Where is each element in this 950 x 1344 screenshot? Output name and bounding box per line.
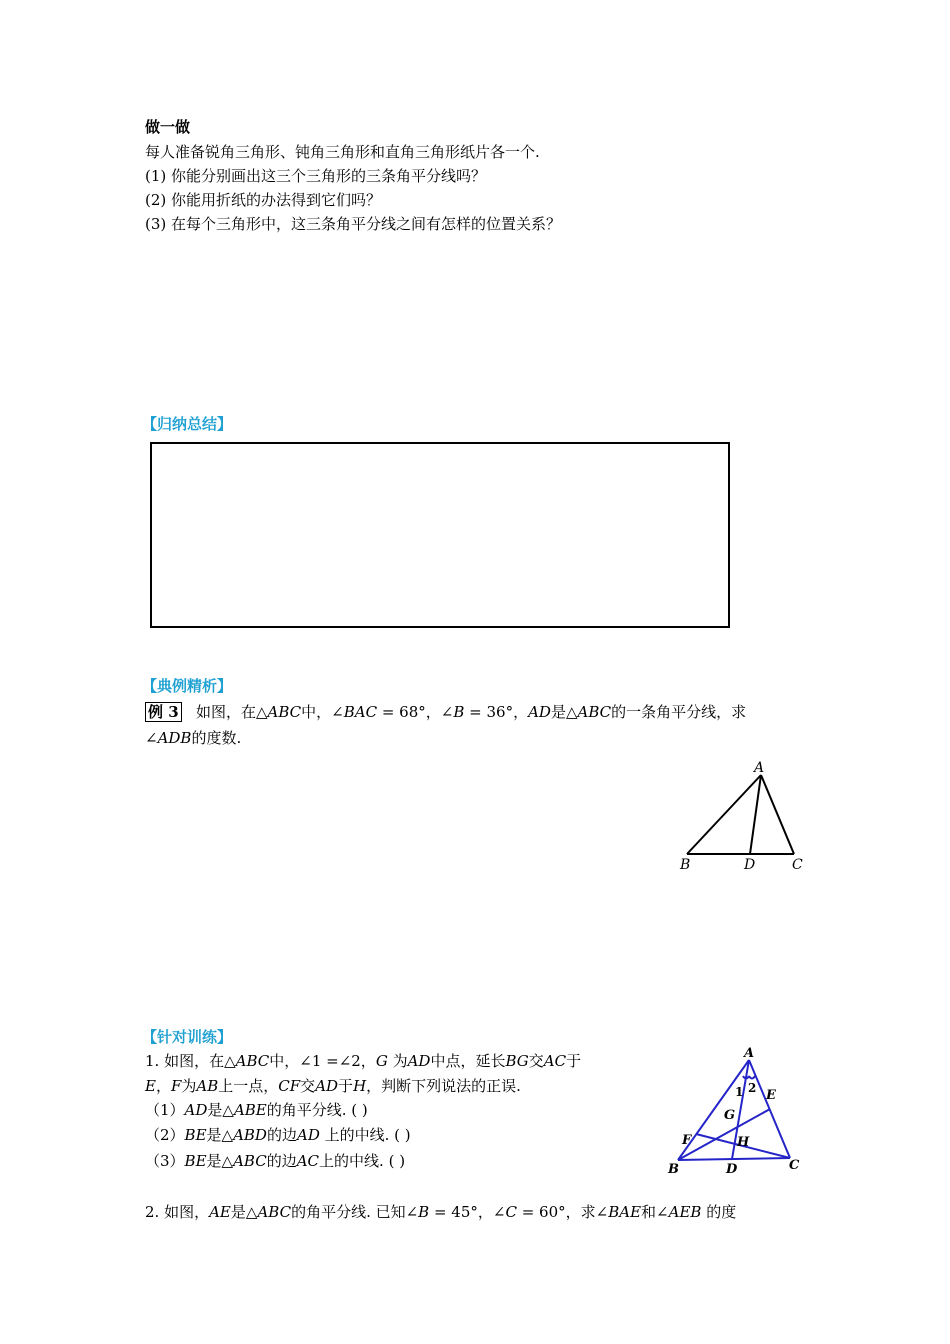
label-e: E <box>766 1088 776 1103</box>
q1-line-1: 1. 如图，在△ABC中，∠1 =∠2，G 为AD中点，延长BG交AC于 <box>145 1052 582 1070</box>
q1-statement-2: （2）BE是△ABD的边AD 上的中线. ( ) <box>145 1126 411 1144</box>
example-line-1: 例 3 如图，在△ABC中，∠BAC = 68°，∠B = 36°，AD是△ABC的一条角平分线，求 <box>145 701 746 723</box>
label-g: G <box>724 1108 736 1123</box>
example-triangle-figure <box>670 755 820 875</box>
summary-heading: 【归纳总结】 <box>142 415 233 433</box>
side-bc <box>678 1158 790 1160</box>
example-tag: 例 3 <box>145 702 182 722</box>
angle-mark-2 <box>749 1076 755 1079</box>
q2-line-1: 2. 如图，AE是△ABC的角平分线. 已知∠B = 45°，∠C = 60°，求∠BAE和∠AEB 的度 <box>145 1203 737 1221</box>
example-heading: 【典例精析】 <box>142 677 233 695</box>
label-d: D <box>726 1162 738 1177</box>
practice-triangle-figure <box>664 1043 814 1178</box>
activity-item-3: (3) 在每个三角形中，这三条角平分线之间有怎样的位置关系？ <box>145 215 562 233</box>
practice-heading: 【针对训练】 <box>142 1028 233 1046</box>
activity-item-2: (2) 你能用折纸的办法得到它们吗？ <box>145 191 382 209</box>
label-angle-2: 2 <box>748 1081 757 1095</box>
label-b: B <box>668 1162 679 1177</box>
summary-box <box>150 442 730 628</box>
label-a: A <box>754 760 765 776</box>
label-b: B <box>680 857 691 873</box>
label-f: F <box>682 1133 692 1148</box>
q1-statement-3: （3）BE是△ABC的边AC上的中线. ( ) <box>145 1152 406 1170</box>
activity-item-1: (1) 你能分别画出这三个三角形的三条角平分线吗？ <box>145 167 487 185</box>
label-h: H <box>737 1135 750 1150</box>
side-ac <box>761 775 794 854</box>
activity-title: 做一做 <box>145 118 191 136</box>
label-d: D <box>744 857 756 873</box>
q1-statement-1: （1）AD是△ABE的角平分线. ( ) <box>145 1101 368 1119</box>
label-c: C <box>789 1158 800 1173</box>
q1-line-2: E，F为AB上一点，CF交AD于H，判断下列说法的正误. <box>145 1077 521 1095</box>
label-angle-1: 1 <box>735 1085 744 1099</box>
label-c: C <box>792 857 803 873</box>
activity-intro: 每人准备锐角三角形、钝角三角形和直角三角形纸片各一个. <box>145 143 540 161</box>
side-ab <box>687 775 761 854</box>
label-a: A <box>744 1046 755 1061</box>
bisector-ad <box>750 775 761 854</box>
example-line-2: ∠ADB的度数. <box>145 729 242 747</box>
